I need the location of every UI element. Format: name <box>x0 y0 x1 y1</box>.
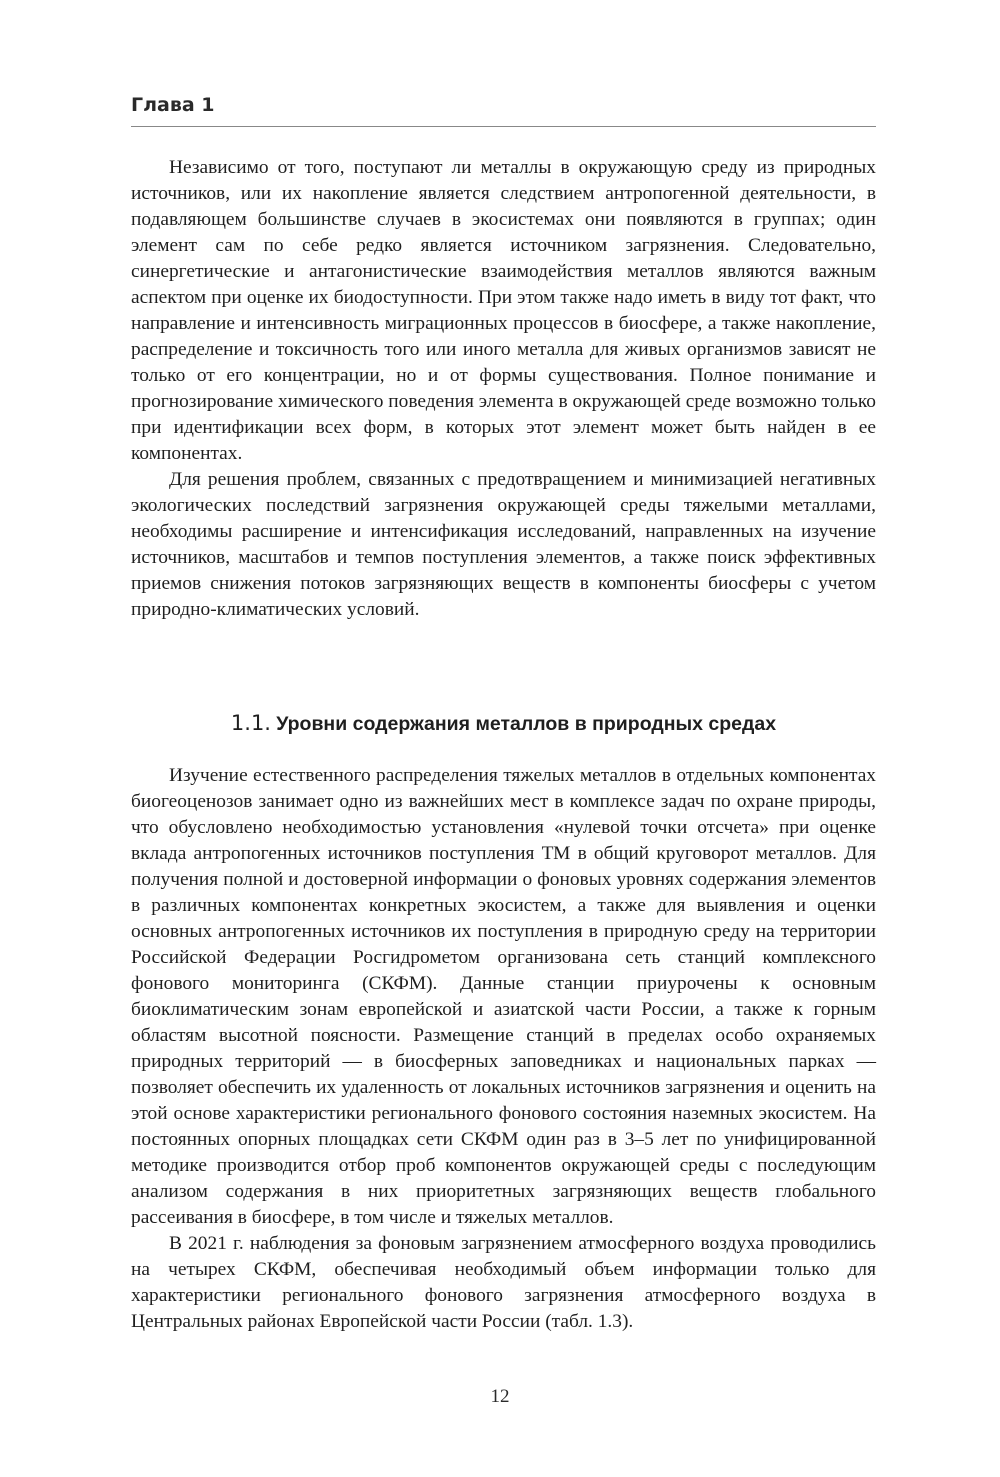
running-head-chapter: Глава 1 <box>131 94 215 116</box>
section-paragraph-2: В 2021 г. наблюдения за фоновым загрязнением атмосферного воздуха проводились на четырех СКФМ, обеспечивая необходимый объем информации только для характеристики регионального фонового загрязнения атмосферного воздуха в Центральных районах Европейской части России (табл. 1.3). <box>131 1233 876 1332</box>
section-text <box>131 763 876 1335</box>
page-number: 12 <box>490 1386 510 1407</box>
header-divider <box>131 126 876 127</box>
section-heading <box>131 708 876 739</box>
intro-text <box>131 155 876 623</box>
section-number: 1.1. <box>230 711 271 735</box>
section-paragraph-1: Изучение естественного распределения тяжелых металлов в отдельных компонентах биогеоценозов занимает одно из важнейших мест в комплексе задач по охране природы, что обусловлено необходимостью установления «нулевой точки отсчета» при оценке вклада антропогенных источников поступления ТМ в общий круговорот металлов. Для получения полной и достоверной информации о фоновых уровнях содержания элементов в различных компонентах конкретных экосистем, а также для выявления и оценки основных антропогенных источников их поступления в природную среду на территории Российской Федерации Росгидрометом организована сеть станций комплексного фонового мониторинга (СКФМ). Данные станции приурочены к основным биоклиматическим зонам европейской и азиатской части России, а также к горным областям высотной поясности. Размещение станций в пределах особо охраняемых природных территорий — в биосферных заповедниках и национальных парках — позволяет обеспечить их удаленность от локальных источников загрязнения и оценить на этой основе характеристики регионального фонового состояния наземных экосистем. На постоянных опорных площадках сети СКФМ один раз в 3–5 лет по унифицированной методике производится отбор проб компонентов окружающей среды с последующим анализом содержания в них приоритетных загрязняющих веществ глобального рассеивания в биосфере, в том числе и тяжелых металлов. <box>131 765 876 1228</box>
section-title: Уровни содержания металлов в природных средах <box>276 713 777 735</box>
intro-paragraph-2: Для решения проблем, связанных с предотвращением и минимизацией негативных экологических последствий загрязнения окружающей среды тяжелыми металлами, необходимы расширение и интенсификация исследований, направленных на изучение источников, масштабов и темпов поступления элементов, а также поиск эффективных приемов снижения потоков загрязняющих веществ в компоненты биосферы с учетом природно-климатических условий. <box>131 469 876 620</box>
intro-paragraph-1: Независимо от того, поступают ли металлы в окружающую среду из природных источников, или их накопление является следствием антропогенной деятельности, в подавляющем большинстве случаев в экосистемах они появляются в группах; один элемент сам по себе редко является источником загрязнения. Следовательно, синергетические и антагонистические взаимодействия металлов являются важным аспектом при оценке их биодоступности. При этом также надо иметь в виду тот факт, что направление и интенсивность миграционных процессов в биосфере, а также накопление, распределение и токсичность того или иного металла для живых организмов зависят не только от его концентрации, но и от формы существования. Полное понимание и прогнозирование химического поведения элемента в окружающей среде возможно только при идентификации всех форм, в которых этот элемент может быть найден в ее компонентах. <box>131 157 876 464</box>
